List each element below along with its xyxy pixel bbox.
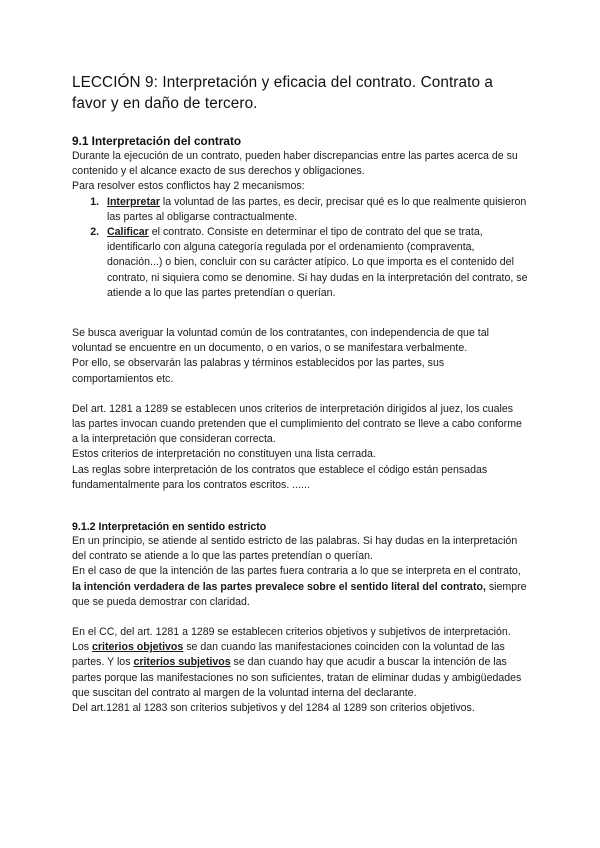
text-run: En el CC, del art. 1281 a 1289 se establecen criterios objetivos y subjetivos de interpretación. Los (72, 626, 511, 654)
paragraph-intencion (72, 564, 528, 610)
lesson-title: LECCIÓN 9: Interpretación y eficacia del contrato. Contrato a favor y en daño de tercero. (72, 74, 494, 112)
list-item (102, 195, 528, 225)
emphasis-text: la intención verdadera de las partes prevalece sobre el sentido literal del contrato, (72, 580, 486, 593)
text-run: se dan cuando hay que acudir a buscar la intención de las partes porque las manifestaciones no son suficientes, tratan de eliminar dudas y ambigüedades que suscitan del contrato al margen de la voluntad interna del declarante. (72, 656, 522, 699)
paragraph-reglas: Las reglas sobre interpretación de los contratos que establece el código están pensadas fundamentalmente para los contratos escritos. ...... (72, 463, 488, 491)
term-criterios-subjetivos: criterios subjetivos (133, 656, 231, 669)
section-9-1-2 (72, 520, 528, 716)
paragraph-criterios (72, 625, 528, 701)
paragraph-voluntad: Se busca averiguar la voluntad común de los contratantes, con independencia de que tal voluntad se encuentre en un documento, o en varios, o se manifestara verbalmente. (72, 327, 489, 355)
paragraph-palabras: Por ello, se observarán las palabras y términos establecidos por las partes, sus comportamientos etc. (72, 357, 445, 385)
paragraph-articulos-criterios: Del art.1281 al 1283 son criterios subjetivos y del 1284 al 1289 son criterios objetivos. (72, 702, 475, 715)
text-run: se dan cuando las manifestaciones coinciden con la voluntad de las partes. Y los (72, 641, 505, 669)
subsection-heading: 9.1.2 Interpretación en sentido estricto (72, 521, 267, 534)
paragraph-articulos: Del art. 1281 a 1289 se establecen unos criterios de interpretación dirigidos al juez, los cuales las partes invocan cuando pretenden que el cumplimiento del contrato se lleve a cabo conforme a la interpretación que consideran correcta. (72, 402, 522, 446)
document-page (72, 72, 528, 716)
intro-paragraph: Durante la ejecución de un contrato, pueden haber discrepancias entre las partes acerca de su contenido y el alcance exacto de sus derechos y obligaciones. (72, 150, 518, 178)
section-9-1 (72, 134, 528, 493)
list-item-text: el contrato. Consiste en determinar el tipo de contrato del que se trata, identificarlo con alguna categoría regulada por el ordenamiento (compraventa, donación...) o bien, concluir con su carácter atípico. Lo que importa es el contenido del contrato, ni siquiera como se denomine. Si hay dudas en la interpretación del contrato, se atiende a lo que las partes pretendían o querían. (107, 226, 528, 299)
mechanisms-list (72, 195, 528, 301)
section-heading: 9.1 Interpretación del contrato (72, 134, 242, 148)
term-criterios-objetivos: criterios objetivos (92, 641, 184, 654)
paragraph-lista: Estos criterios de interpretación no constituyen una lista cerrada. (72, 448, 376, 461)
text-run: En el caso de que la intención de las partes fuera contraria a lo que se interpreta en el contrato, (72, 565, 521, 578)
mechanisms-intro: Para resolver estos conflictos hay 2 mecanismos: (72, 180, 305, 193)
term-interpretar: Interpretar (107, 195, 160, 208)
term-calificar: Calificar (107, 226, 149, 239)
paragraph-sentido-estricto: En un principio, se atiende al sentido estricto de las palabras. Si hay dudas en la interpretación del contrato se atiende a lo que las partes pretendían o querían. (72, 535, 518, 563)
text-run: siempre que se pueda demostrar con claridad. (72, 580, 527, 608)
list-item (102, 225, 528, 301)
list-item-text: la voluntad de las partes, es decir, precisar qué es lo que realmente quisieron las partes al obligarse contractualmente. (107, 195, 527, 223)
